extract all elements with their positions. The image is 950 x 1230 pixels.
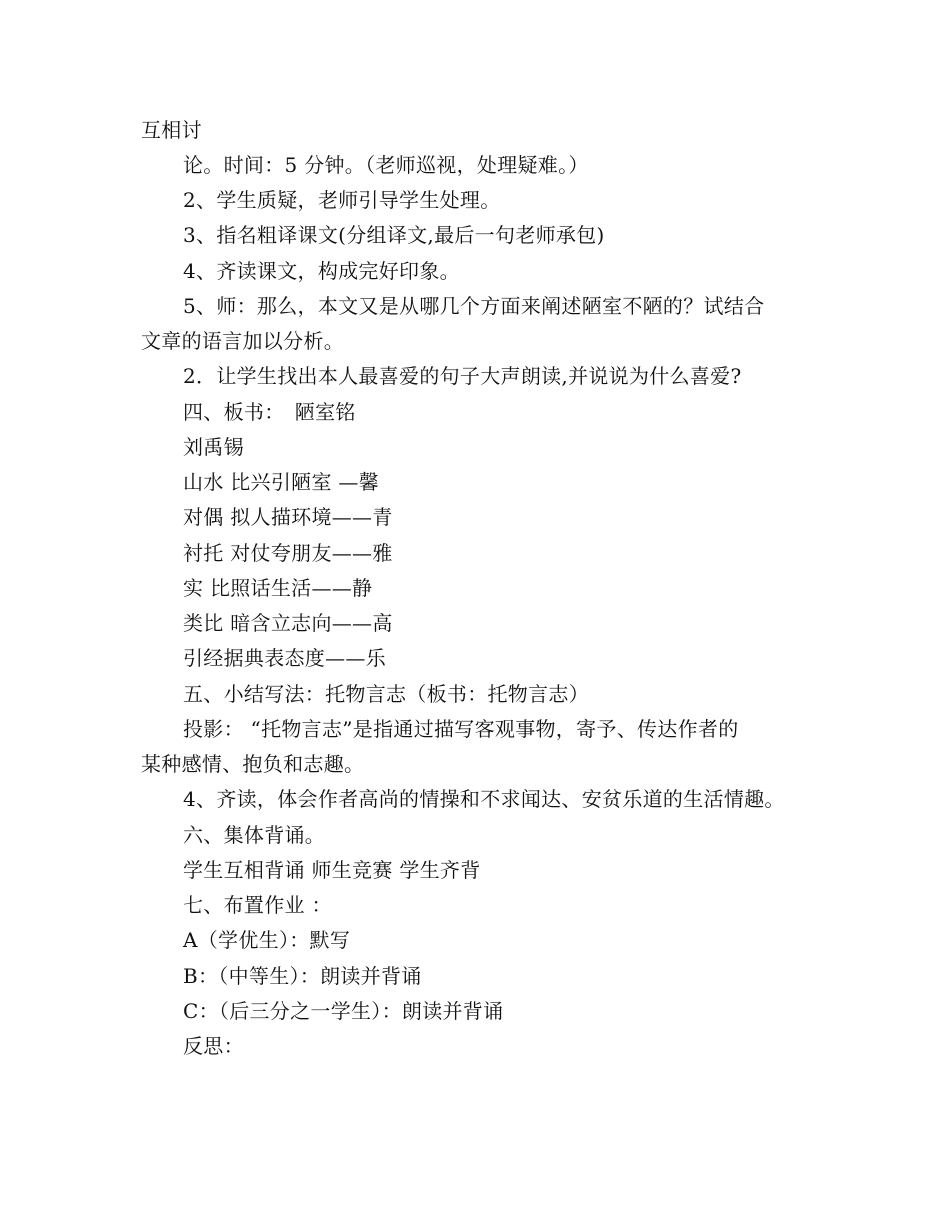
text-line: 类比 暗含立志向——高 [183, 611, 393, 635]
text-line: C：（后三分之一学生）：朗读并背诵 [183, 999, 504, 1023]
text-line: B：（中等生）：朗读并背诵 [183, 964, 422, 988]
text-line: 七、布置作业 ： [183, 893, 332, 917]
text-line: 六、集体背诵。 [183, 823, 326, 847]
text-line: 3、指名粗译课文(分组译文,最后一句老师承包) [183, 223, 605, 247]
text-line: 2．让学生找出本人最喜爱的句子大声朗读,并说说为什么喜爱? [183, 364, 742, 388]
text-line: 4、齐读课文，构成完好印象。 [183, 259, 460, 283]
text-line: 实 比照话生活——静 [183, 576, 373, 600]
text-line: 2、学生质疑，老师引导学生处理。 [183, 188, 501, 212]
text-line: 刘禹锡 [183, 435, 244, 459]
text-line: 反思： [183, 1034, 244, 1058]
text-line: A（学优生）：默写 [183, 928, 351, 952]
text-line: 引经据典表态度——乐 [183, 646, 386, 670]
text-line: 学生互相背诵 师生竞赛 学生齐背 [183, 858, 481, 882]
text-line: 文章的语言加以分析。 [141, 329, 344, 353]
text-line: 对偶 拟人描环境——青 [183, 505, 393, 529]
text-line: 某种感情、抱负和志趣。 [141, 752, 365, 776]
text-line: 4、齐读，体会作者高尚的情操和不求闻达、安贫乐道的生活情趣。 [183, 787, 785, 811]
text-line: 5、师：那么，本文又是从哪几个方面来阐述陋室不陋的？试结合 [183, 294, 765, 318]
text-line: 山水 比兴引陋室 —馨 [183, 470, 380, 494]
text-line: 论。时间：5 分钟。（老师巡视，处理疑难。） [183, 153, 589, 177]
text-line: 衬托 对仗夸朋友——雅 [183, 541, 393, 565]
text-line: 四、板书： 陋室铭 [183, 400, 356, 424]
text-line: 五、小结写法：托物言志（板书：托物言志） [183, 682, 589, 706]
text-line: 互相讨 [141, 118, 202, 142]
text-line: 投影： “托物言志”是指通过描写客观事物，寄予、传达作者的 [183, 717, 739, 741]
